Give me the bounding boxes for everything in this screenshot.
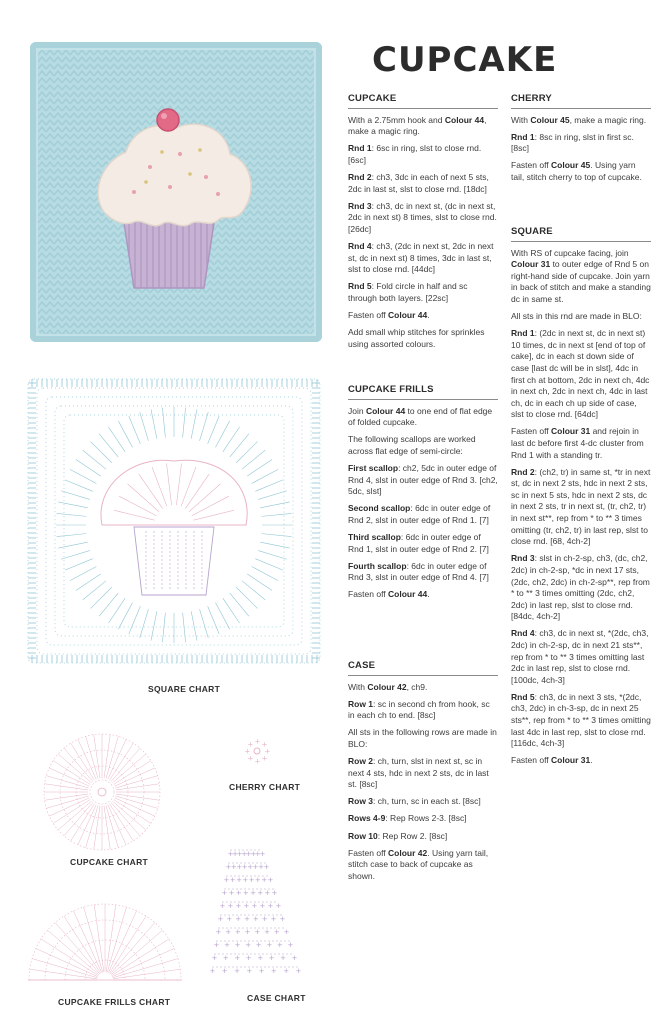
svg-text:+: + [283, 967, 290, 975]
frills-row: Third scallop: 6dc in outer edge of Rnd 1, slst in outer edge of Rnd 2. [7] [348, 531, 489, 554]
svg-text:+: + [251, 902, 258, 910]
frills-fasten: Fasten off Colour 44. [348, 589, 430, 600]
svg-text:+: + [287, 941, 294, 949]
square-row: Rnd 5: ch3, dc in next 3 sts, *(2dc, ch3, 2dc) in ch-3-sp, dc in next 25 sts**, rep from * to ** 3 times omitting last 4dc in last rep, slst to close rnd. [116dc, 4ch-3] [511, 691, 651, 749]
svg-text:+: + [224, 941, 230, 949]
case-heading: CASE [348, 660, 498, 676]
svg-text:+: + [244, 928, 251, 936]
case-chart-diagram [200, 842, 312, 982]
frills-section [348, 384, 498, 606]
frills-row: Second scallop: 6dc in outer edge of Rnd 2, slst in outer edge of Rnd 1. [7] [348, 503, 491, 525]
svg-text:+: + [275, 902, 282, 910]
square-intro: With RS of cupcake facing, join Colour 31 to outer edge of Rnd 5 on right-hand side of cupcake. Join yarn in back of stitch and make a standing dc in same st. [511, 247, 651, 304]
svg-text:+: + [283, 928, 290, 936]
svg-text:+: + [264, 889, 271, 897]
svg-text:+: + [273, 928, 280, 936]
svg-text:+: + [215, 928, 222, 936]
square-section [511, 226, 651, 772]
svg-text:+: + [234, 941, 241, 949]
svg-text:+: + [242, 889, 249, 897]
cupcake-fasten: Fasten off Colour 44. [348, 309, 430, 320]
svg-text:+: + [257, 889, 264, 897]
case-chart-label: CASE CHART [247, 993, 306, 1003]
frills-row: Fourth scallop: 6dc in outer edge of Rnd 3, slst in outer edge of Rnd 4. [7] [348, 560, 489, 583]
svg-text:+: + [234, 967, 240, 975]
square-row: Rnd 3: slst in ch-2-sp, ch3, (dc, ch2, 2dc) in ch-2-sp, *dc in next 17 sts, (2dc, ch2, 2dc) in ch-2-sp**, rep from * to ** 3 times omitting (2dc, ch2, 2dc) in last rep, slst to close rnd. [84dc, 4ch-2] [511, 553, 650, 622]
svg-text:+: + [209, 967, 216, 975]
svg-text:+: + [226, 915, 233, 923]
svg-text:+: + [245, 850, 252, 858]
frills-intro: Join Colour 44 to one end of flat edge of folded cupcake. [348, 405, 493, 428]
svg-text:+: + [232, 850, 238, 858]
svg-text:+: + [264, 928, 270, 936]
svg-text:+: + [261, 740, 268, 749]
cherry-fasten: Fasten off Colour 45. Using yarn tail, stitch cherry to top of cupcake. [511, 160, 642, 182]
svg-text:+: + [252, 863, 259, 871]
svg-text:+: + [254, 737, 261, 746]
svg-text:+: + [227, 902, 234, 910]
svg-text:+: + [254, 757, 261, 766]
svg-text:+: + [241, 863, 248, 871]
cupcake-note: Add small whip stitches for sprinkles using assorted colours. [348, 327, 485, 349]
svg-text:+: + [222, 954, 229, 962]
svg-text:+: + [217, 915, 224, 923]
cupcake-chart-diagram [30, 730, 174, 854]
frills-note: The following scallops are worked across flat edge of semi-circle: [348, 434, 476, 456]
case-row: Row 2: ch, turn, slst in next st, sc in next 4 sts, hdc in next 2 sts, dc in last st. [8sc] [348, 756, 489, 790]
case-row: Row 3: ch, turn, sc in each st. [8sc] [348, 796, 481, 807]
cherry-chart-diagram [240, 736, 274, 766]
svg-text:+: + [235, 902, 242, 910]
svg-text:+: + [254, 850, 261, 858]
cupcake-chart [30, 730, 174, 854]
svg-text:+: + [291, 954, 298, 962]
svg-text:+: + [259, 850, 266, 858]
cupcake-row: Rnd 1: 6sc in ring, slst to close rnd. [6sc] [348, 143, 482, 165]
svg-text:+: + [213, 941, 220, 949]
svg-text:+: + [245, 941, 252, 949]
svg-text:+: + [242, 876, 249, 884]
frills-chart-label: CUPCAKE FRILLS CHART [58, 997, 171, 1007]
svg-text:+: + [247, 740, 254, 749]
svg-text:+: + [258, 863, 264, 871]
svg-text:+: + [264, 747, 271, 756]
frills-heading: CUPCAKE FRILLS [348, 384, 498, 400]
svg-text:+: + [270, 967, 277, 975]
svg-text:+: + [270, 915, 277, 923]
page-title: CUPCAKE [372, 40, 558, 80]
svg-text:+: + [259, 902, 266, 910]
cupcake-row: Rnd 3: ch3, dc in next st, (dc in next st, 2dc in next st) 8 times, slst to close rnd. [26dc] [348, 200, 497, 234]
case-fasten: Fasten off Colour 42. Using yarn tail, stitch case to back of cupcake as shown. [348, 847, 489, 881]
svg-text:+: + [247, 863, 254, 871]
square-rejoin: Fasten off Colour 31 and rejoin in last dc before first 4-dc cluster from Rnd 1 with a standing tr. [511, 426, 644, 460]
svg-text:+: + [255, 941, 262, 949]
svg-text:+: + [227, 850, 234, 858]
svg-text:+: + [223, 876, 230, 884]
svg-text:+: + [235, 889, 242, 897]
square-chart-label: SQUARE CHART [148, 684, 221, 694]
svg-text:+: + [228, 889, 235, 897]
svg-text:+: + [229, 876, 236, 884]
case-row: Row 10: Rep Row 2. [8sc] [348, 830, 448, 841]
cupcake-intro: With a 2.75mm hook and Colour 44, make a magic ring. [348, 114, 487, 137]
square-heading: SQUARE [511, 226, 651, 242]
frills-chart [26, 890, 184, 986]
svg-text:+: + [254, 928, 261, 936]
cupcake-heading: CUPCAKE [348, 93, 498, 109]
square-fasten: Fasten off Colour 31. [511, 755, 593, 766]
svg-text:+: + [234, 928, 241, 936]
svg-text:+: + [258, 967, 265, 975]
cupcake-row: Rnd 2: ch3, 3dc in each of next 5 sts, 2dc in last st, slst to close rnd. [18dc] [348, 171, 489, 194]
cupcake-square-image [30, 42, 322, 342]
svg-text:+: + [225, 863, 232, 871]
svg-text:+: + [268, 954, 275, 962]
svg-text:+: + [261, 915, 268, 923]
svg-text:+: + [245, 954, 252, 962]
case-section [348, 660, 498, 888]
frills-chart-diagram [26, 890, 184, 986]
svg-text:+: + [246, 967, 253, 975]
cherry-heading: CHERRY [511, 93, 651, 109]
svg-text:+: + [250, 889, 256, 897]
square-chart-diagram [24, 375, 324, 667]
svg-text:+: + [221, 967, 228, 975]
svg-text:+: + [267, 876, 274, 884]
cupcake-row: Rnd 4: ch3, (2dc in next st, 2dc in next st, dc in next st) 8 times, 3dc in last st, slst to close rnd. [44dc] [348, 240, 494, 275]
case-row: Row 1: sc in second ch from hook, sc in each ch to end. [8sc] [348, 698, 490, 721]
svg-text:+: + [261, 754, 268, 763]
svg-text:+: + [263, 863, 270, 871]
cherry-section [511, 93, 651, 189]
square-row: Rnd 1: (2dc in next st, dc in next st) 10 times, dc in next st [end of top of cake], dc in each st down side of case [last dc will be in slst], 4dc in first ch at bottom, 2dc in next ch, 4dc in next ch, 2dc in next ch, 4dc in last ch, dc in each ch up side of case, slst to close rnd. [64dc] [511, 328, 650, 420]
cupcake-row: Rnd 5: Fold circle in half and sc through both layers. [22sc] [348, 281, 468, 303]
svg-text:+: + [241, 850, 248, 858]
svg-text:+: + [235, 915, 242, 923]
svg-text:+: + [261, 876, 268, 884]
cherry-intro: With Colour 45, make a magic ring. [511, 114, 647, 125]
svg-text:+: + [236, 863, 243, 871]
cupcake-chart-label: CUPCAKE CHART [70, 857, 149, 867]
square-row: Rnd 2: (ch2, tr) in same st, *tr in next st, dc in next 2 sts, hdc in next 2 sts, sc in next 5 sts, hdc in next 2 sts, dc in next 2 sts, tr in next st, (tr, ch2, tr) in next st**, rep from * to ** 3 times omitting (tr, ch2, tr) in last rep, slst to close rnd. [68, 4ch-2] [511, 466, 651, 547]
svg-text:+: + [219, 902, 226, 910]
svg-text:+: + [221, 889, 228, 897]
svg-text:+: + [247, 754, 254, 763]
svg-text:+: + [276, 941, 283, 949]
case-note: All sts in the following rows are made in BLO: [348, 727, 497, 749]
square-row: Rnd 4: ch3, dc in next st, *(2dc, ch3, 2dc) in ch-2-sp, dc in next 21 sts**, rep from * to ** 3 times omitting last 2dc in last rep, slst to close rnd. [100dc, 4ch-3] [511, 628, 649, 685]
svg-text:+: + [250, 850, 257, 858]
svg-text:+: + [279, 915, 286, 923]
svg-text:+: + [248, 876, 255, 884]
svg-text:+: + [236, 876, 242, 884]
svg-text:+: + [266, 941, 273, 949]
case-chart [200, 842, 312, 982]
svg-text:+: + [254, 876, 261, 884]
cupcake-section [348, 93, 498, 356]
case-intro: With Colour 42, ch9. [348, 681, 428, 692]
svg-text:+: + [257, 954, 264, 962]
svg-text:+: + [280, 954, 286, 962]
svg-text:+: + [225, 928, 232, 936]
svg-text:+: + [234, 954, 241, 962]
svg-text:+: + [211, 954, 218, 962]
svg-text:+: + [271, 889, 278, 897]
frills-row: First scallop: ch2, 5dc in outer edge of Rnd 4, slst in outer edge of Rnd 3. [ch2, 5dc, slst] [348, 462, 498, 497]
cherry-chart [240, 736, 274, 766]
svg-text:+: + [243, 902, 250, 910]
svg-text:+: + [230, 863, 237, 871]
svg-text:+: + [244, 747, 251, 756]
cherry-row: Rnd 1: 8sc in ring, slst in first sc. [8sc] [511, 131, 634, 154]
case-row: Rows 4-9: Rep Rows 2-3. [8sc] [348, 813, 467, 824]
crochet-square-photo [30, 42, 322, 342]
cherry-chart-label: CHERRY CHART [229, 782, 301, 792]
svg-text:+: + [267, 902, 274, 910]
svg-text:+: + [252, 915, 259, 923]
svg-text:+: + [244, 915, 250, 923]
svg-text:+: + [295, 967, 302, 975]
square-note: All sts in this rnd are made in BLO: [511, 311, 642, 322]
svg-text:+: + [236, 850, 243, 858]
square-chart [24, 375, 324, 667]
